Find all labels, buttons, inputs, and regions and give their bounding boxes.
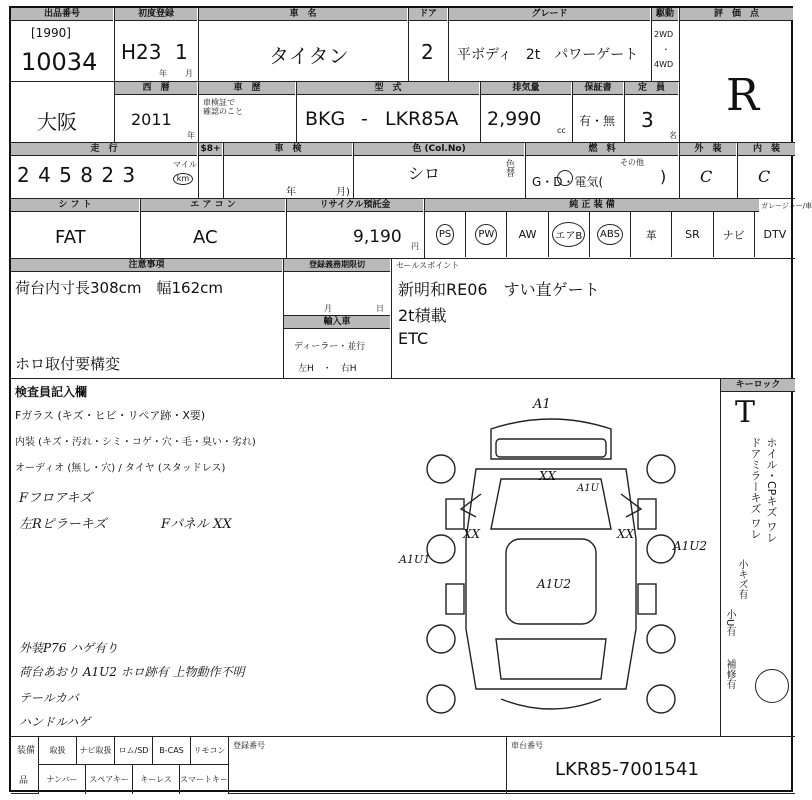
footer-equip-text: 装備 (17, 746, 36, 756)
history-header: 車 歴 (199, 82, 295, 95)
footer-row-2 (39, 765, 229, 794)
side-note-3: 小キズ有 (736, 559, 747, 599)
model-cell (297, 82, 481, 143)
chassis-number: LKR85-7001541 (555, 759, 699, 780)
sales-line-3: ETC (398, 329, 429, 348)
import-header: 輸入車 (284, 316, 390, 329)
car-diagram (421, 399, 681, 729)
model-header: 型 式 (297, 82, 479, 95)
stock-no-cell (11, 8, 115, 82)
reg-month: 1 (175, 40, 188, 64)
car-name: タイタン (269, 44, 349, 68)
option-label: SR (685, 228, 700, 241)
car-name-cell (199, 8, 409, 82)
interior-line: 内装 (キズ・汚れ・シミ・コゲ・穴・毛・臭い・劣れ) (15, 437, 256, 448)
shift-header: シ フ ト (11, 199, 139, 212)
option-label: AW (518, 228, 537, 241)
footer-row1-item-3: B-CAS (153, 737, 191, 764)
era-year: H23 (121, 40, 162, 64)
doors-header: ドア (409, 8, 447, 21)
damage-a1u2-center: A1U2 (537, 577, 572, 591)
damage-a1u1-left: A1U1 (399, 553, 431, 566)
sales-header: セールスポイント (396, 261, 460, 270)
rating-cell (680, 8, 795, 143)
footer-row1-item-1: ナビ取扱 (77, 737, 115, 764)
reg-deadline-cell (284, 259, 392, 379)
drive-dot: ・ (662, 45, 670, 54)
footer-row2-item-0: ナンバー (39, 765, 86, 794)
option-label: ナビ (722, 228, 745, 242)
exterior-header: 外 装 (680, 143, 736, 156)
capacity-unit: 名 (669, 131, 677, 140)
notes-line-1: 荷台内寸長308cm 幅162cm (15, 279, 223, 297)
footer-row2-item-1: スペアキー (86, 765, 133, 794)
grade-header: グレード (449, 8, 650, 21)
damage-xx-right: XX (617, 527, 635, 541)
fuel-selected-ring (557, 170, 573, 186)
damage-a1u-right: A1U (577, 483, 600, 494)
recycle-header: リサイクル預託金 (287, 199, 423, 212)
year-kanji: 年 (159, 69, 167, 78)
notes-cell (11, 259, 284, 379)
keylock-mark: T (735, 395, 756, 430)
dollar-cell (199, 143, 224, 199)
car-name-header: 車 名 (199, 8, 407, 21)
footer-row2-item-2: キーレス (133, 765, 180, 794)
option-label: PW (475, 224, 497, 245)
damage-a1u2-right: A1U2 (673, 539, 708, 553)
model-prefix: BKG (305, 108, 346, 130)
color-change-label: 色替 (504, 159, 514, 177)
fuel-cell (526, 143, 680, 199)
color-value: シロ (408, 164, 441, 183)
mileage-cell (11, 143, 199, 199)
import-dealer: ディーラー・並行 (294, 342, 366, 352)
lot-number: 10034 (21, 48, 98, 76)
side-note-5: 補修有 (724, 659, 735, 689)
option-5 (631, 212, 672, 257)
ac-cell (141, 199, 287, 259)
footer-row2-item-3: スマートキー (180, 765, 229, 794)
history-note: 車検証で 確認のこと (203, 98, 243, 116)
handwritten-note-4: 荷台あおり A1U2 ホロ跡有 上物動作不明 (19, 665, 245, 679)
garage-header: ガレージャー/車 (761, 202, 812, 210)
sales-cell (392, 259, 795, 379)
fuel-other-label: その他 (620, 158, 644, 167)
damage-xx-roof: XX (539, 469, 557, 483)
shift-cell (11, 199, 141, 259)
exterior-cell (680, 143, 738, 199)
reg-day-label: 日 (376, 304, 384, 313)
warranty-cell (573, 82, 625, 143)
inspection-header: 車 検 (224, 143, 352, 156)
interior-cell (738, 143, 795, 199)
doors-cell (409, 8, 449, 82)
year-code: [1990] (31, 26, 71, 40)
options-cell (425, 199, 812, 259)
inspection-month: 月) (336, 187, 350, 198)
region-value: 大阪 (37, 110, 77, 134)
reg-deadline-header: 登録義務期限切 (284, 259, 390, 272)
inspector-header: 検査員記入欄 (15, 385, 88, 399)
handwritten-note-5: テールカバ (19, 691, 79, 705)
notes-header: 注意事項 (11, 259, 282, 272)
inspection-year: 年 (286, 187, 296, 198)
footer-row1-item-2: ロム/SD (115, 737, 153, 764)
option-label: 革 (645, 228, 657, 242)
option-label: ABS (597, 224, 623, 245)
recycle-cell (287, 199, 425, 259)
reg-number-header: 登録番号 (233, 741, 265, 750)
km-label: km (173, 173, 193, 185)
displacement-header: 排気量 (481, 82, 571, 95)
chassis-header: 車台番号 (511, 741, 543, 750)
capacity-header: 定 員 (625, 82, 678, 95)
option-label: PS (436, 224, 454, 245)
model-separator: - (361, 108, 368, 130)
exterior-grade: C (700, 167, 713, 186)
mileage-header: 走 行 (11, 143, 197, 156)
color-header: 色 (Col.No) (354, 143, 524, 156)
interior-grade: C (758, 167, 771, 186)
displacement-value: 2,990 (487, 108, 542, 130)
ac-value: AC (193, 227, 218, 248)
handwritten-note-2: 左Rピラーキズ (19, 517, 107, 532)
side-note-2: ドアミラーキズ ワレ (749, 437, 762, 540)
footer-row-1 (39, 737, 229, 765)
handwritten-note-2b: Fパネル XX (161, 517, 232, 532)
mileage-value: 2 4 5 8 2 3 (17, 163, 137, 187)
mile-label: マイル (173, 160, 197, 169)
option-7 (714, 212, 755, 257)
sales-line-2: 2t積載 (398, 306, 447, 325)
month-kanji: 月 (185, 69, 193, 78)
drive-4wd: 4WD (654, 60, 674, 69)
keylock-cell (721, 379, 795, 737)
rating-header: 評 価 点 (680, 8, 793, 21)
damage-xx-left: XX (463, 527, 481, 541)
damage-a1-top: A1 (533, 397, 551, 412)
western-year-cell (115, 82, 199, 143)
inspector-area (11, 379, 721, 737)
interior-header: 内 装 (738, 143, 795, 156)
ac-header: エ ア コ ン (141, 199, 285, 212)
handwritten-note-1: Fフロアキズ (19, 491, 93, 506)
fuel-options: G・D・電気( (532, 175, 604, 189)
inspection-cell (224, 143, 354, 199)
reg-month-label: 月 (324, 304, 332, 313)
fuel-header: 燃 料 (526, 143, 678, 156)
handwritten-note-3: 外装P76 ハゲ有り (19, 641, 119, 655)
displacement-unit: cc (557, 126, 566, 135)
option-1 (466, 212, 507, 257)
side-note-1: ホイル・CPキズ ワレ (765, 437, 778, 543)
model-code: LKR85A (385, 108, 459, 130)
keylock-header: キーロック (721, 379, 795, 392)
history-cell (199, 82, 297, 143)
western-header: 西 暦 (115, 82, 197, 95)
reg-number-cell (229, 737, 507, 794)
drive-2wd: 2WD (654, 30, 674, 39)
warranty-value: 有・無 (579, 114, 616, 128)
first-reg-cell (115, 8, 199, 82)
notes-line-2: ホロ取付要構変 (15, 355, 121, 373)
option-label: エアB (552, 222, 585, 247)
options-header: 純 正 装 備 (425, 199, 759, 212)
western-year-kanji: 年 (187, 131, 195, 140)
footer-grid (39, 737, 229, 794)
option-2 (507, 212, 548, 257)
option-3 (549, 212, 590, 257)
first-reg-header: 初度登録 (115, 8, 197, 21)
capacity-value: 3 (641, 108, 654, 132)
chassis-cell (507, 737, 795, 794)
footer-equip-label (11, 737, 39, 794)
handle-side: 左H ・ 右H (298, 364, 357, 374)
grade-cell (449, 8, 652, 82)
glass-line: Fガラス (キズ・ヒビ・リペア跡・X要) (15, 409, 206, 422)
footer-row1-item-4: リモコン (191, 737, 229, 764)
audio-line: オーディオ (無し・穴) / タイヤ (スタッドレス) (15, 463, 226, 474)
displacement-cell (481, 82, 573, 143)
doors-value: 2 (421, 40, 434, 64)
option-6 (672, 212, 713, 257)
options-list (425, 212, 795, 257)
wheel-symbol (755, 669, 789, 703)
warranty-header: 保証書 (573, 82, 623, 95)
western-year: 2011 (131, 110, 172, 129)
recycle-value: 9,190 (353, 227, 402, 247)
grade-value: 平ボディ 2t パワーゲート (457, 47, 639, 63)
stock-no-header: 出品番号 (11, 8, 113, 21)
option-0 (425, 212, 466, 257)
footer-row1-item-0: 取扱 (39, 737, 77, 764)
dollar-header: $8+ (200, 144, 221, 154)
drive-header: 駆動 (652, 8, 678, 21)
drive-cell (652, 8, 680, 82)
region-cell (11, 82, 115, 143)
capacity-cell (625, 82, 680, 143)
footer-equip-text-2: 品 (19, 776, 29, 786)
option-4 (590, 212, 631, 257)
option-8 (755, 212, 795, 257)
color-cell (354, 143, 526, 199)
side-note-4: 小U有 (724, 609, 735, 637)
fuel-close-paren: ) (660, 167, 667, 186)
sales-line-1: 新明和RE06 すい直ゲート (398, 280, 600, 299)
handwritten-note-6: ハンドルハゲ (19, 715, 91, 729)
auction-sheet (9, 6, 812, 792)
recycle-unit: 円 (411, 242, 419, 251)
rating-score: R (726, 70, 760, 121)
option-label: DTV (763, 228, 787, 241)
shift-value: FAT (55, 227, 86, 248)
